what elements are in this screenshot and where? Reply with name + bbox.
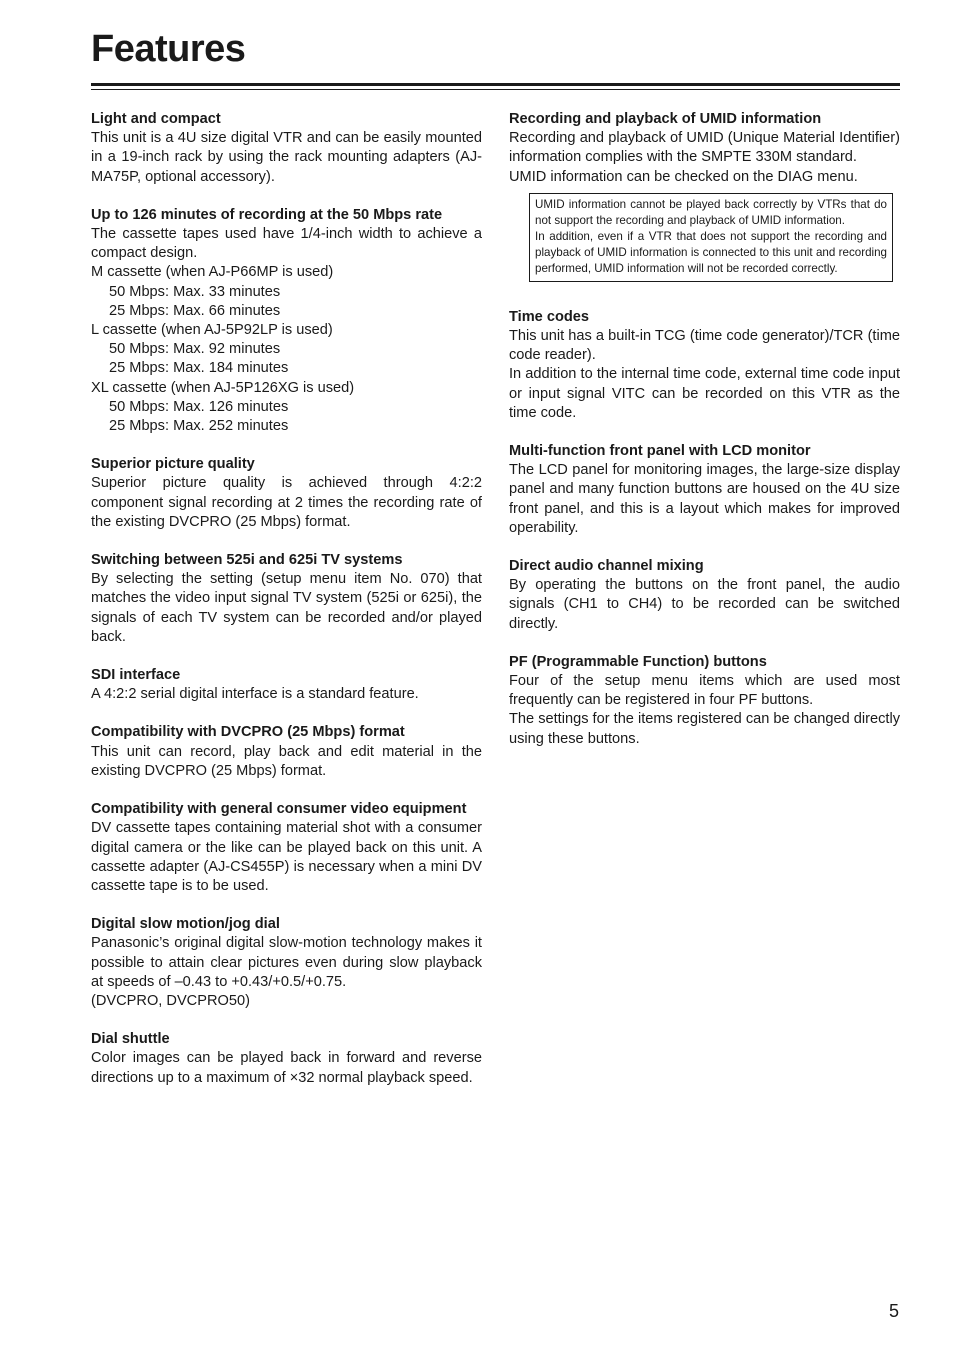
note-text-2: In addition, even if a VTR that does not support the recording and playback of UMID information is connected to this unit and recording performed, UMID information will not be recorded correctly. (535, 229, 887, 275)
section-body: This unit has a built-in TCG (time code generator)/TCR (time code reader). (509, 328, 900, 364)
section-heading: Recording and playback of UMID information (509, 111, 822, 127)
xl-cassette-25-line: 25 Mbps: Max. 252 minutes (109, 418, 289, 435)
section-audio-mixing (509, 557, 900, 634)
section-body: This unit can record, play back and edit material in the existing DVCPRO (25 Mbps) format. (91, 743, 482, 779)
umid-note-box (529, 193, 893, 282)
section-body-2: The settings for the items registered can be changed directly using these buttons. (509, 711, 900, 747)
section-body: A 4:2:2 serial digital interface is a standard feature. (91, 686, 419, 703)
section-umid (509, 110, 900, 282)
note-text: UMID information cannot be played back correctly by VTRs that do not support the recording and playback of UMID information. (535, 197, 887, 227)
section-heading: PF (Programmable Function) buttons (509, 653, 767, 670)
section-body: The cassette tapes used have 1/4-inch width to achieve a compact design. (91, 226, 482, 262)
section-heading: Superior picture quality (91, 456, 255, 473)
left-column (91, 110, 482, 1107)
m-cassette-line: M cassette (when AJ-P66MP is used) (91, 264, 334, 281)
section-heading: Time codes (509, 308, 590, 325)
right-column (509, 110, 900, 768)
section-heading: Direct audio channel mixing (509, 558, 704, 575)
section-body: By operating the buttons on the front panel, the audio signals (CH1 to CH4) to be recorded can be switched directly. (509, 577, 900, 632)
section-consumer-compat (91, 800, 482, 896)
m-cassette-50-line: 50 Mbps: Max. 33 minutes (109, 283, 281, 300)
section-body: The LCD panel for monitoring images, the large-size display panel and many function buttons are housed on the 4U size front panel, and this is a layout which makes for improved operability. (509, 462, 900, 536)
section-dvcpro-compat (91, 723, 482, 781)
section-slow-motion (91, 915, 482, 1011)
section-pf-buttons (509, 653, 900, 749)
l-cassette-line: L cassette (when AJ-5P92LP is used) (91, 322, 333, 339)
section-body: This unit is a 4U size digital VTR and can be easily mounted in a 19-inch rack by using the rack mounting adapters (AJ-MA75P, optional accessory). (91, 130, 482, 185)
section-body: Panasonic’s original digital slow-motion technology makes it possible to attain clear pictures even during slow playback at speeds of –0.43 to +0.43/+0.5/+0.75. (91, 935, 482, 990)
section-heading: Light and compact (91, 111, 221, 127)
xl-cassette-line: XL cassette (when AJ-5P126XG is used) (91, 379, 355, 396)
title-rule-thin (91, 89, 900, 90)
section-heading: Compatibility with DVCPRO (25 Mbps) format (91, 724, 405, 741)
section-heading: Digital slow motion/jog dial (91, 916, 280, 933)
section-dial-shuttle (91, 1030, 482, 1088)
m-cassette-25-line: 25 Mbps: Max. 66 minutes (109, 302, 281, 319)
page-number: 5 (889, 1301, 900, 1321)
section-body: Four of the setup menu items which are used most frequently can be registered in four PF buttons. (509, 673, 900, 709)
section-heading: Up to 126 minutes of recording at the 50 Mbps rate (91, 206, 443, 223)
section-body: By selecting the setting (setup menu item No. 070) that matches the video input signal TV system (525i or 625i), the signals of each TV system can be recorded and/or played back. (91, 571, 482, 645)
section-heading: Switching between 525i and 625i TV systems (91, 552, 403, 569)
l-cassette-50-line: 50 Mbps: Max. 92 minutes (109, 341, 281, 358)
section-front-panel (509, 442, 900, 538)
section-picture-quality (91, 455, 482, 532)
section-body: Color images can be played back in forward and reverse directions up to a maximum of ×32 normal playback speed. (91, 1050, 482, 1086)
section-body-2: UMID information can be checked on the DIAG menu. (509, 168, 858, 185)
section-heading: Multi-function front panel with LCD monitor (509, 443, 811, 460)
title-rule-thick (91, 83, 900, 86)
section-tv-systems (91, 551, 482, 647)
section-heading: SDI interface (91, 667, 181, 684)
l-cassette-25-line: 25 Mbps: Max. 184 minutes (109, 360, 289, 377)
section-sdi-interface (91, 666, 482, 704)
section-body-2: (DVCPRO, DVCPRO50) (91, 992, 250, 1009)
section-body: Recording and playback of UMID (Unique Material Identifier) information complies with the SMPTE 330M standard. (509, 130, 900, 166)
section-time-codes (509, 308, 900, 423)
page-title: Features (91, 28, 246, 70)
section-heading: Compatibility with general consumer video equipment (91, 801, 467, 818)
section-light-and-compact (91, 110, 482, 187)
section-body: Superior picture quality is achieved through 4:2:2 component signal recording at 2 times the recording rate of the existing DVCPRO (25 Mbps) format. (91, 475, 482, 530)
section-heading: Dial shuttle (91, 1031, 170, 1048)
section-body-2: In addition to the internal time code, external time code input or input signal VITC can be recorded on this VTR as the time code. (509, 366, 900, 421)
section-body: DV cassette tapes containing material shot with a consumer digital camera or the like can be played back on this unit. A cassette adapter (AJ-CS455P) is necessary when a mini DV cassette tape is to be used. (91, 820, 482, 894)
xl-cassette-50-line: 50 Mbps: Max. 126 minutes (109, 398, 289, 415)
section-recording-time (91, 206, 482, 436)
